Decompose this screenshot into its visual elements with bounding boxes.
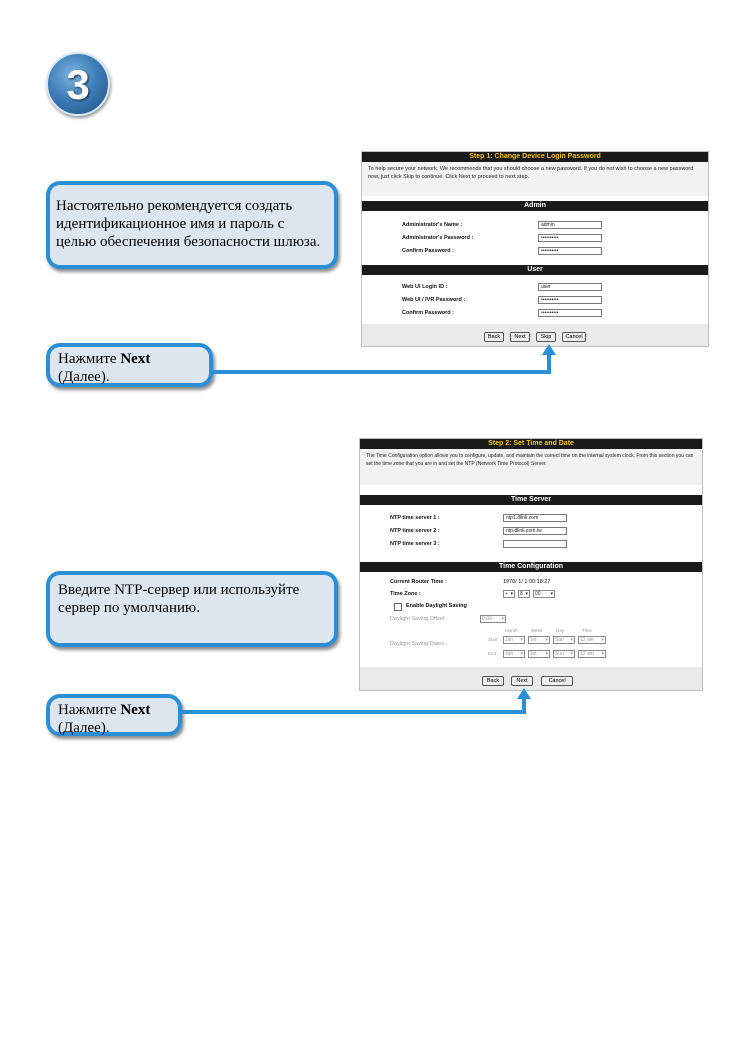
step1-intro: To help secure your network, We recommends that you should choose a new password. If you do not wish to choose a new password now, just click Skip to continue. Click Next to proceed to next step. (362, 162, 708, 196)
admin-confirm-input[interactable]: •••••••••• (538, 247, 602, 255)
click-next-callout-2 (46, 694, 182, 736)
col-day: Day (556, 628, 565, 633)
arrow-1-vertical (547, 354, 551, 374)
click-next-2-suffix: (Далее). (58, 720, 110, 736)
step1-cancel-button[interactable]: Cancel (562, 332, 586, 342)
arrow-2-horizontal (180, 710, 526, 714)
time-zone-label: Time Zone : (390, 591, 421, 597)
dst-checkbox[interactable] (394, 603, 402, 611)
admin-name-label: Administrator's Name : (402, 222, 463, 228)
ntp2-input[interactable]: ntp.dlink.com.tw (503, 527, 567, 535)
step-number-badge (46, 52, 110, 116)
admin-section-header: Admin (362, 201, 708, 211)
step2-title: Step 2: Set Time and Date (360, 439, 702, 449)
dst-label: Enable Daylight Saving (406, 603, 467, 609)
start-day-select[interactable]: Sun ▾ (553, 636, 575, 644)
step1-back-button[interactable]: Back (484, 332, 504, 342)
ntp-callout-text: Введите NTP-сервер или используйте сервер по умолчанию. (58, 582, 300, 616)
time-server-header: Time Server (360, 495, 702, 505)
step2-panel (359, 438, 703, 691)
ivr-password-label: Web UI / IVR Password : (402, 297, 466, 303)
tz-hour-select[interactable]: 8 ▾ (518, 590, 530, 598)
start-label: Start (488, 637, 498, 642)
security-callout (46, 181, 338, 269)
step1-skip-button[interactable]: Skip (536, 332, 556, 342)
start-week-select[interactable]: 1st ▾ (528, 636, 550, 644)
click-next-2-keyword: Next (120, 702, 151, 718)
user-confirm-input[interactable]: •••••••••• (538, 309, 602, 317)
col-month: Month (505, 628, 518, 633)
time-config-header: Time Configuration (360, 562, 702, 572)
step-number: 3 (66, 61, 90, 108)
dst-offset-label: Daylight Saving Offset: (390, 616, 446, 622)
click-next-1-keyword: Next (120, 351, 151, 367)
ntp-callout (46, 571, 338, 647)
user-confirm-label: Confirm Password : (402, 310, 454, 316)
end-time-select[interactable]: 12 am ▾ (578, 650, 606, 658)
step2-next-button[interactable]: Next (511, 676, 533, 686)
admin-confirm-label: Confirm Password : (402, 248, 454, 254)
col-week: Week (531, 628, 543, 633)
step2-back-button[interactable]: Back (482, 676, 504, 686)
end-week-select[interactable]: 1st ▾ (528, 650, 550, 658)
step2-cancel-button[interactable]: Cancel (541, 676, 573, 686)
step2-intro: The Time Configuration option allows you to configure, update, and maintain the correct time on the internal system clock. From this section you can set the time zone that you are in and set the NTP (Network Time Protocol) Server. (360, 449, 702, 485)
click-next-callout-1 (46, 343, 213, 387)
click-next-1-prefix: Нажмите (58, 351, 121, 367)
arrow-2-vertical (522, 698, 526, 714)
click-next-1-suffix: (Далее). (58, 369, 110, 385)
ntp3-input[interactable] (503, 540, 567, 548)
step1-panel (361, 151, 709, 347)
user-section-header: User (362, 265, 708, 275)
col-time: Time (582, 628, 592, 633)
login-id-input[interactable]: user (538, 283, 602, 291)
dst-offset-select[interactable]: 0:00 ▾ (480, 615, 506, 623)
ntp3-label: NTP time server 3 : (390, 541, 440, 547)
ivr-password-input[interactable]: •••••••••• (538, 296, 602, 304)
tz-sign-select[interactable]: + ▾ (503, 590, 515, 598)
ntp2-label: NTP time server 2 : (390, 528, 440, 534)
step1-button-bar (362, 324, 708, 346)
end-day-select[interactable]: Sun ▾ (553, 650, 575, 658)
ntp1-label: NTP time server 1 : (390, 515, 440, 521)
router-time-value: 1970/ 1/ 1 00:18:27 (503, 579, 551, 585)
tz-min-select[interactable]: 00 ▾ (533, 590, 555, 598)
step1-title: Step 1: Change Device Login Password (362, 152, 708, 162)
ntp1-input[interactable]: ntp1.dlink.com (503, 514, 567, 522)
admin-name-input[interactable]: admin (538, 221, 602, 229)
end-month-select[interactable]: Jan ▾ (503, 650, 525, 658)
click-next-2-prefix: Нажмите (58, 702, 121, 718)
start-time-select[interactable]: 12 am ▾ (578, 636, 606, 644)
login-id-label: Web UI Login ID : (402, 284, 448, 290)
router-time-label: Current Router Time : (390, 579, 447, 585)
security-callout-text: Настоятельно рекомендуется создать идентификационное имя и пароль с целью обеспечения безопасности шлюза. (56, 198, 321, 250)
arrow-1-head-icon (542, 344, 556, 355)
start-month-select[interactable]: Jan ▾ (503, 636, 525, 644)
admin-password-input[interactable]: •••••••••• (538, 234, 602, 242)
arrow-2-head-icon (517, 688, 531, 699)
end-label: End (488, 651, 497, 656)
admin-password-label: Administrator's Password : (402, 235, 474, 241)
dst-dates-label: Daylight Saving Dates : (390, 641, 448, 647)
arrow-1-horizontal (211, 370, 551, 374)
step1-next-button[interactable]: Next (510, 332, 530, 342)
